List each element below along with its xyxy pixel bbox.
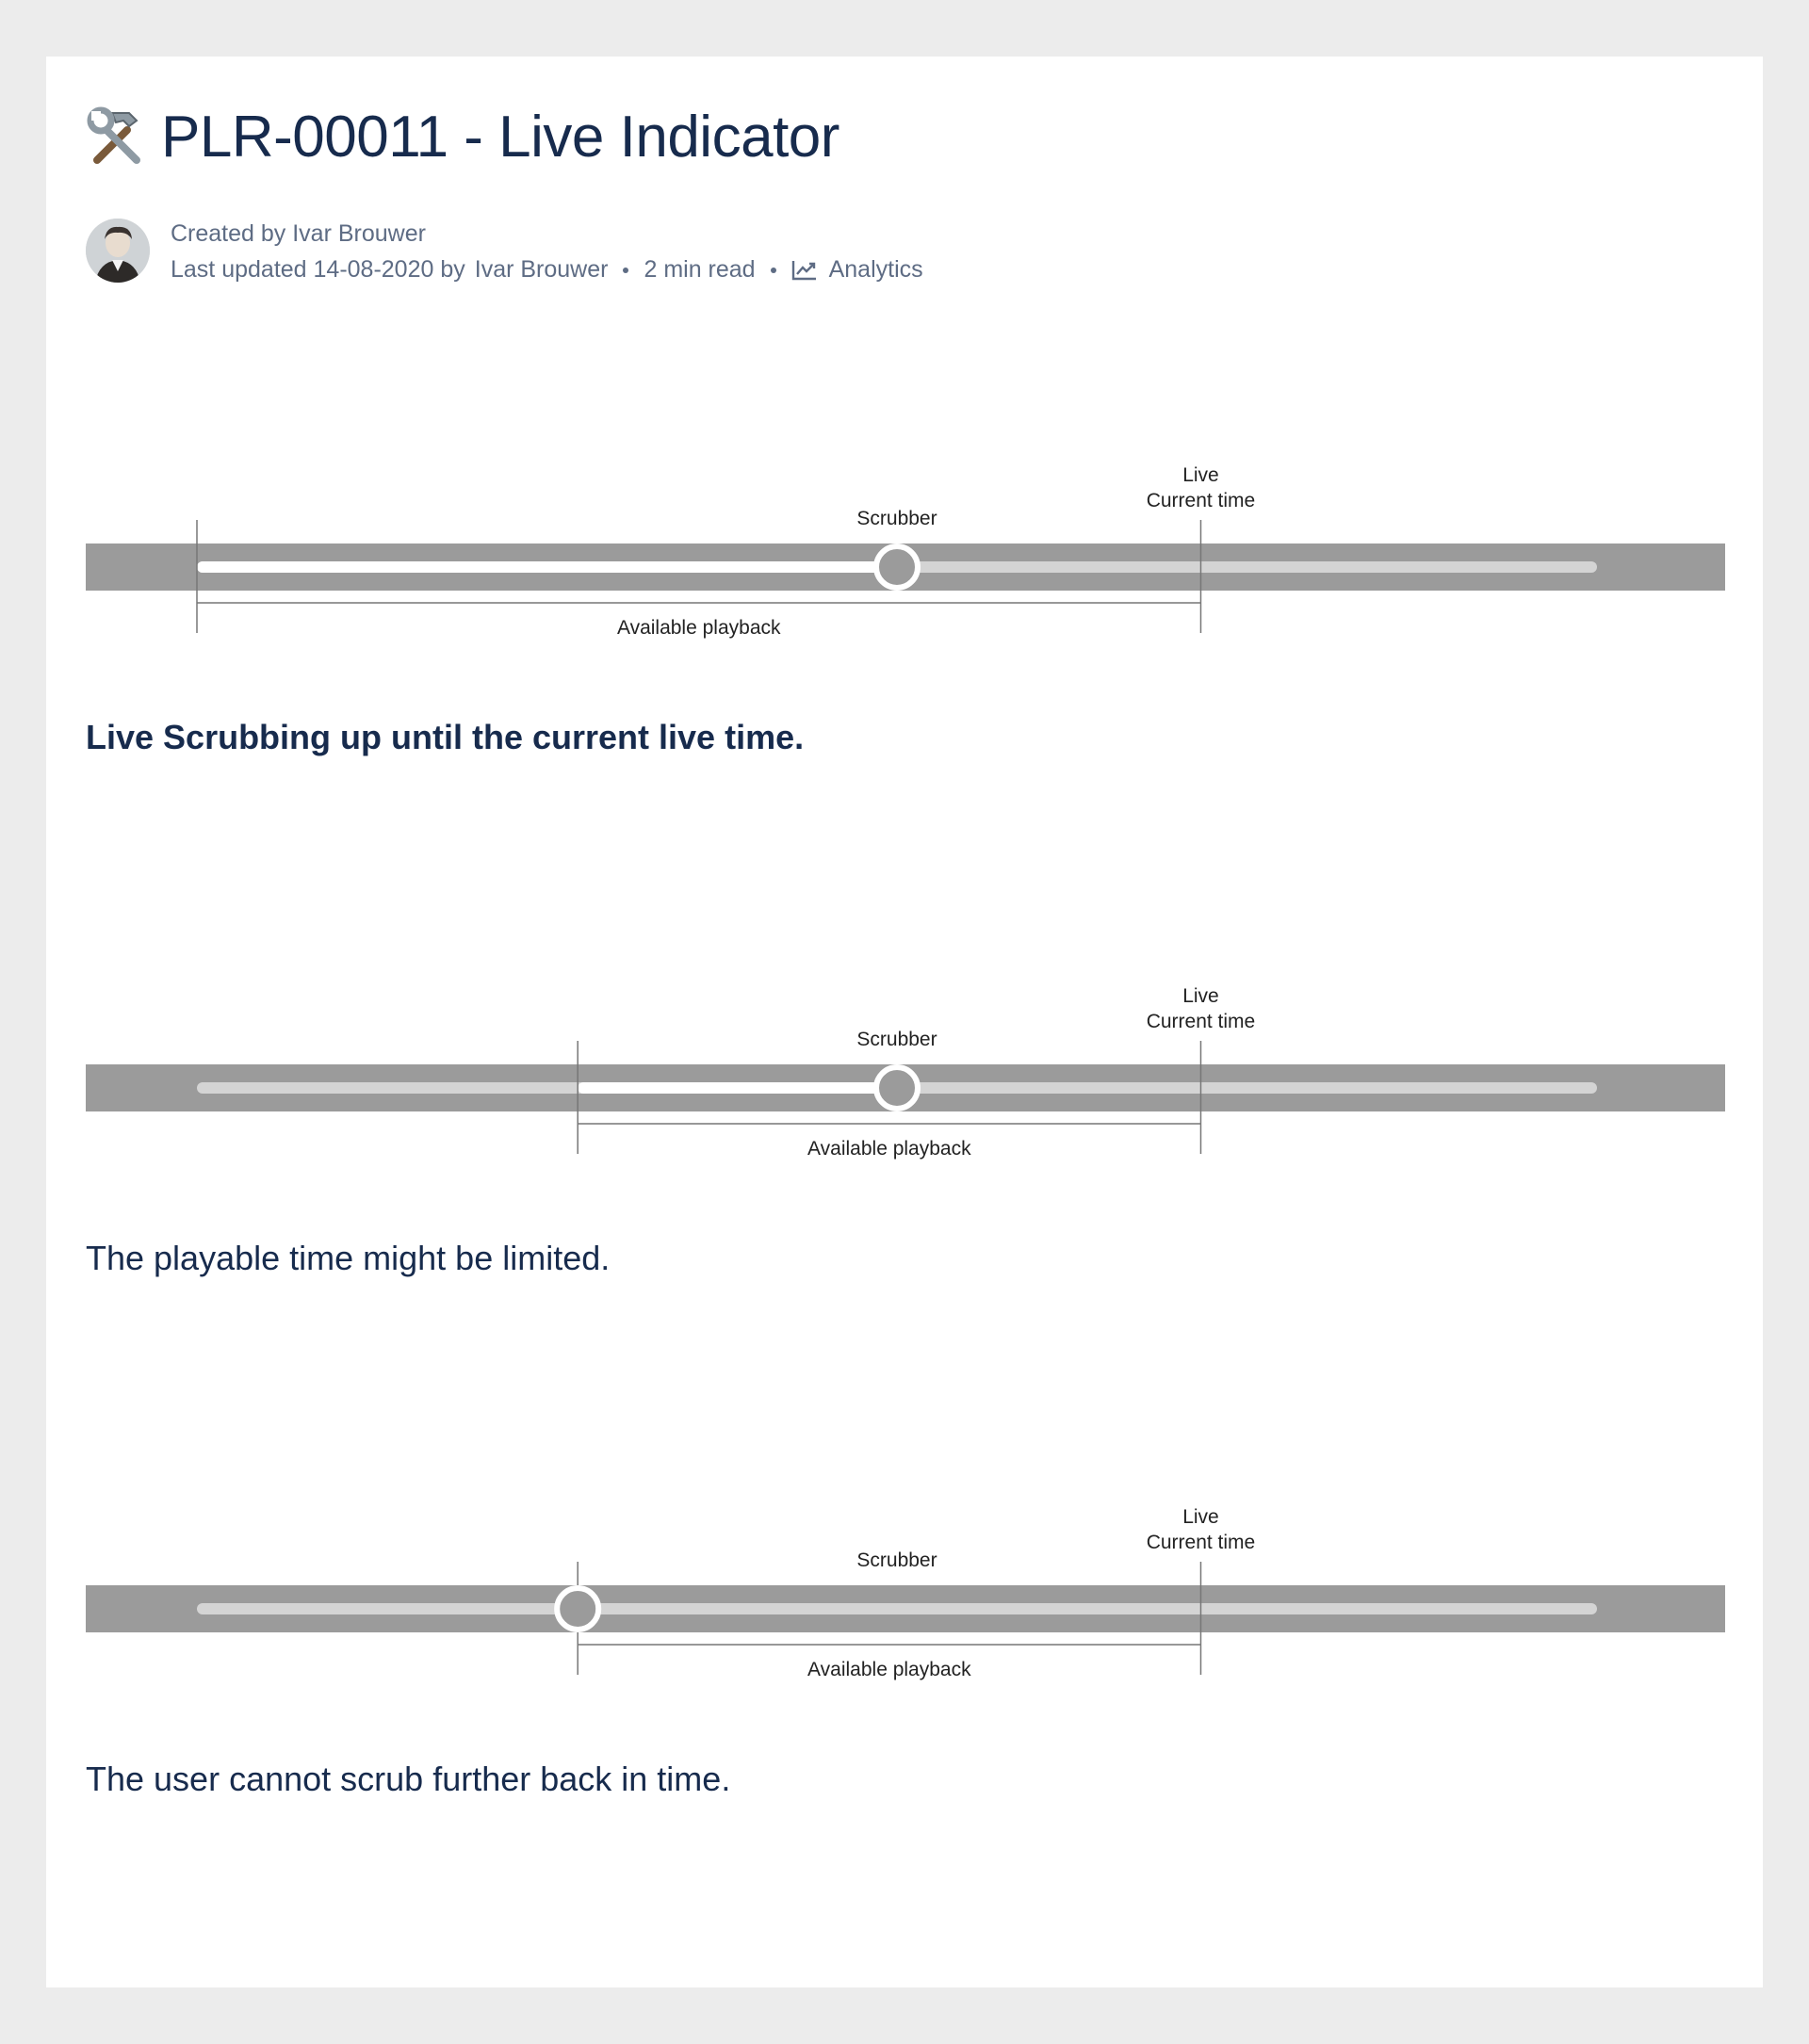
page-title <box>86 99 839 174</box>
last-updated: Last updated 14-08-2020 by <box>171 256 465 283</box>
played-segment <box>197 561 897 573</box>
scrubber-handle[interactable] <box>876 546 918 588</box>
separator-dot <box>623 268 628 273</box>
timeline-rail <box>197 1603 1597 1614</box>
scrubber-handle[interactable] <box>557 1588 598 1630</box>
live-label: Live <box>1182 1506 1219 1528</box>
figure-caption-3: The user cannot scrub further back in time. <box>86 1760 731 1798</box>
current-time-label: Current time <box>1146 490 1256 511</box>
scrubber-label: Scrubber <box>856 508 937 529</box>
scrubber-label: Scrubber <box>856 1029 937 1050</box>
available-playback-label: Available playback <box>807 1138 971 1160</box>
available-playback-label: Available playback <box>807 1659 971 1680</box>
created-by: Created by Ivar Brouwer <box>171 220 426 247</box>
current-time-label: Current time <box>1146 1011 1256 1032</box>
scrubber-handle[interactable] <box>876 1067 918 1109</box>
figure-caption-1: Live Scrubbing up until the current live time. <box>86 718 805 756</box>
current-time-label: Current time <box>1146 1532 1256 1553</box>
separator-dot <box>771 268 776 273</box>
confluence-page <box>46 57 1763 1987</box>
analytics-label: Analytics <box>828 256 923 283</box>
read-time: 2 min read <box>644 256 756 283</box>
user-avatar-icon[interactable] <box>86 219 150 283</box>
available-playback-label: Available playback <box>616 617 781 639</box>
page-title-text: PLR-00011 - Live Indicator <box>161 104 839 170</box>
scrubbing-diagram-2 <box>86 965 1725 1248</box>
scrubbing-diagram-1 <box>86 445 1725 727</box>
analytics-link[interactable] <box>791 256 923 284</box>
last-updated-line <box>171 256 923 284</box>
figure-caption-2: The playable time might be limited. <box>86 1239 611 1277</box>
scrubbing-diagram-3 <box>86 1486 1725 1769</box>
live-label: Live <box>1182 464 1219 486</box>
played-segment <box>578 1082 897 1094</box>
hammer-and-wrench-icon <box>86 105 148 168</box>
live-label: Live <box>1182 985 1219 1007</box>
analytics-chart-icon <box>791 259 818 282</box>
scrubber-label: Scrubber <box>856 1549 937 1571</box>
updated-by-link[interactable]: Ivar Brouwer <box>474 256 609 283</box>
